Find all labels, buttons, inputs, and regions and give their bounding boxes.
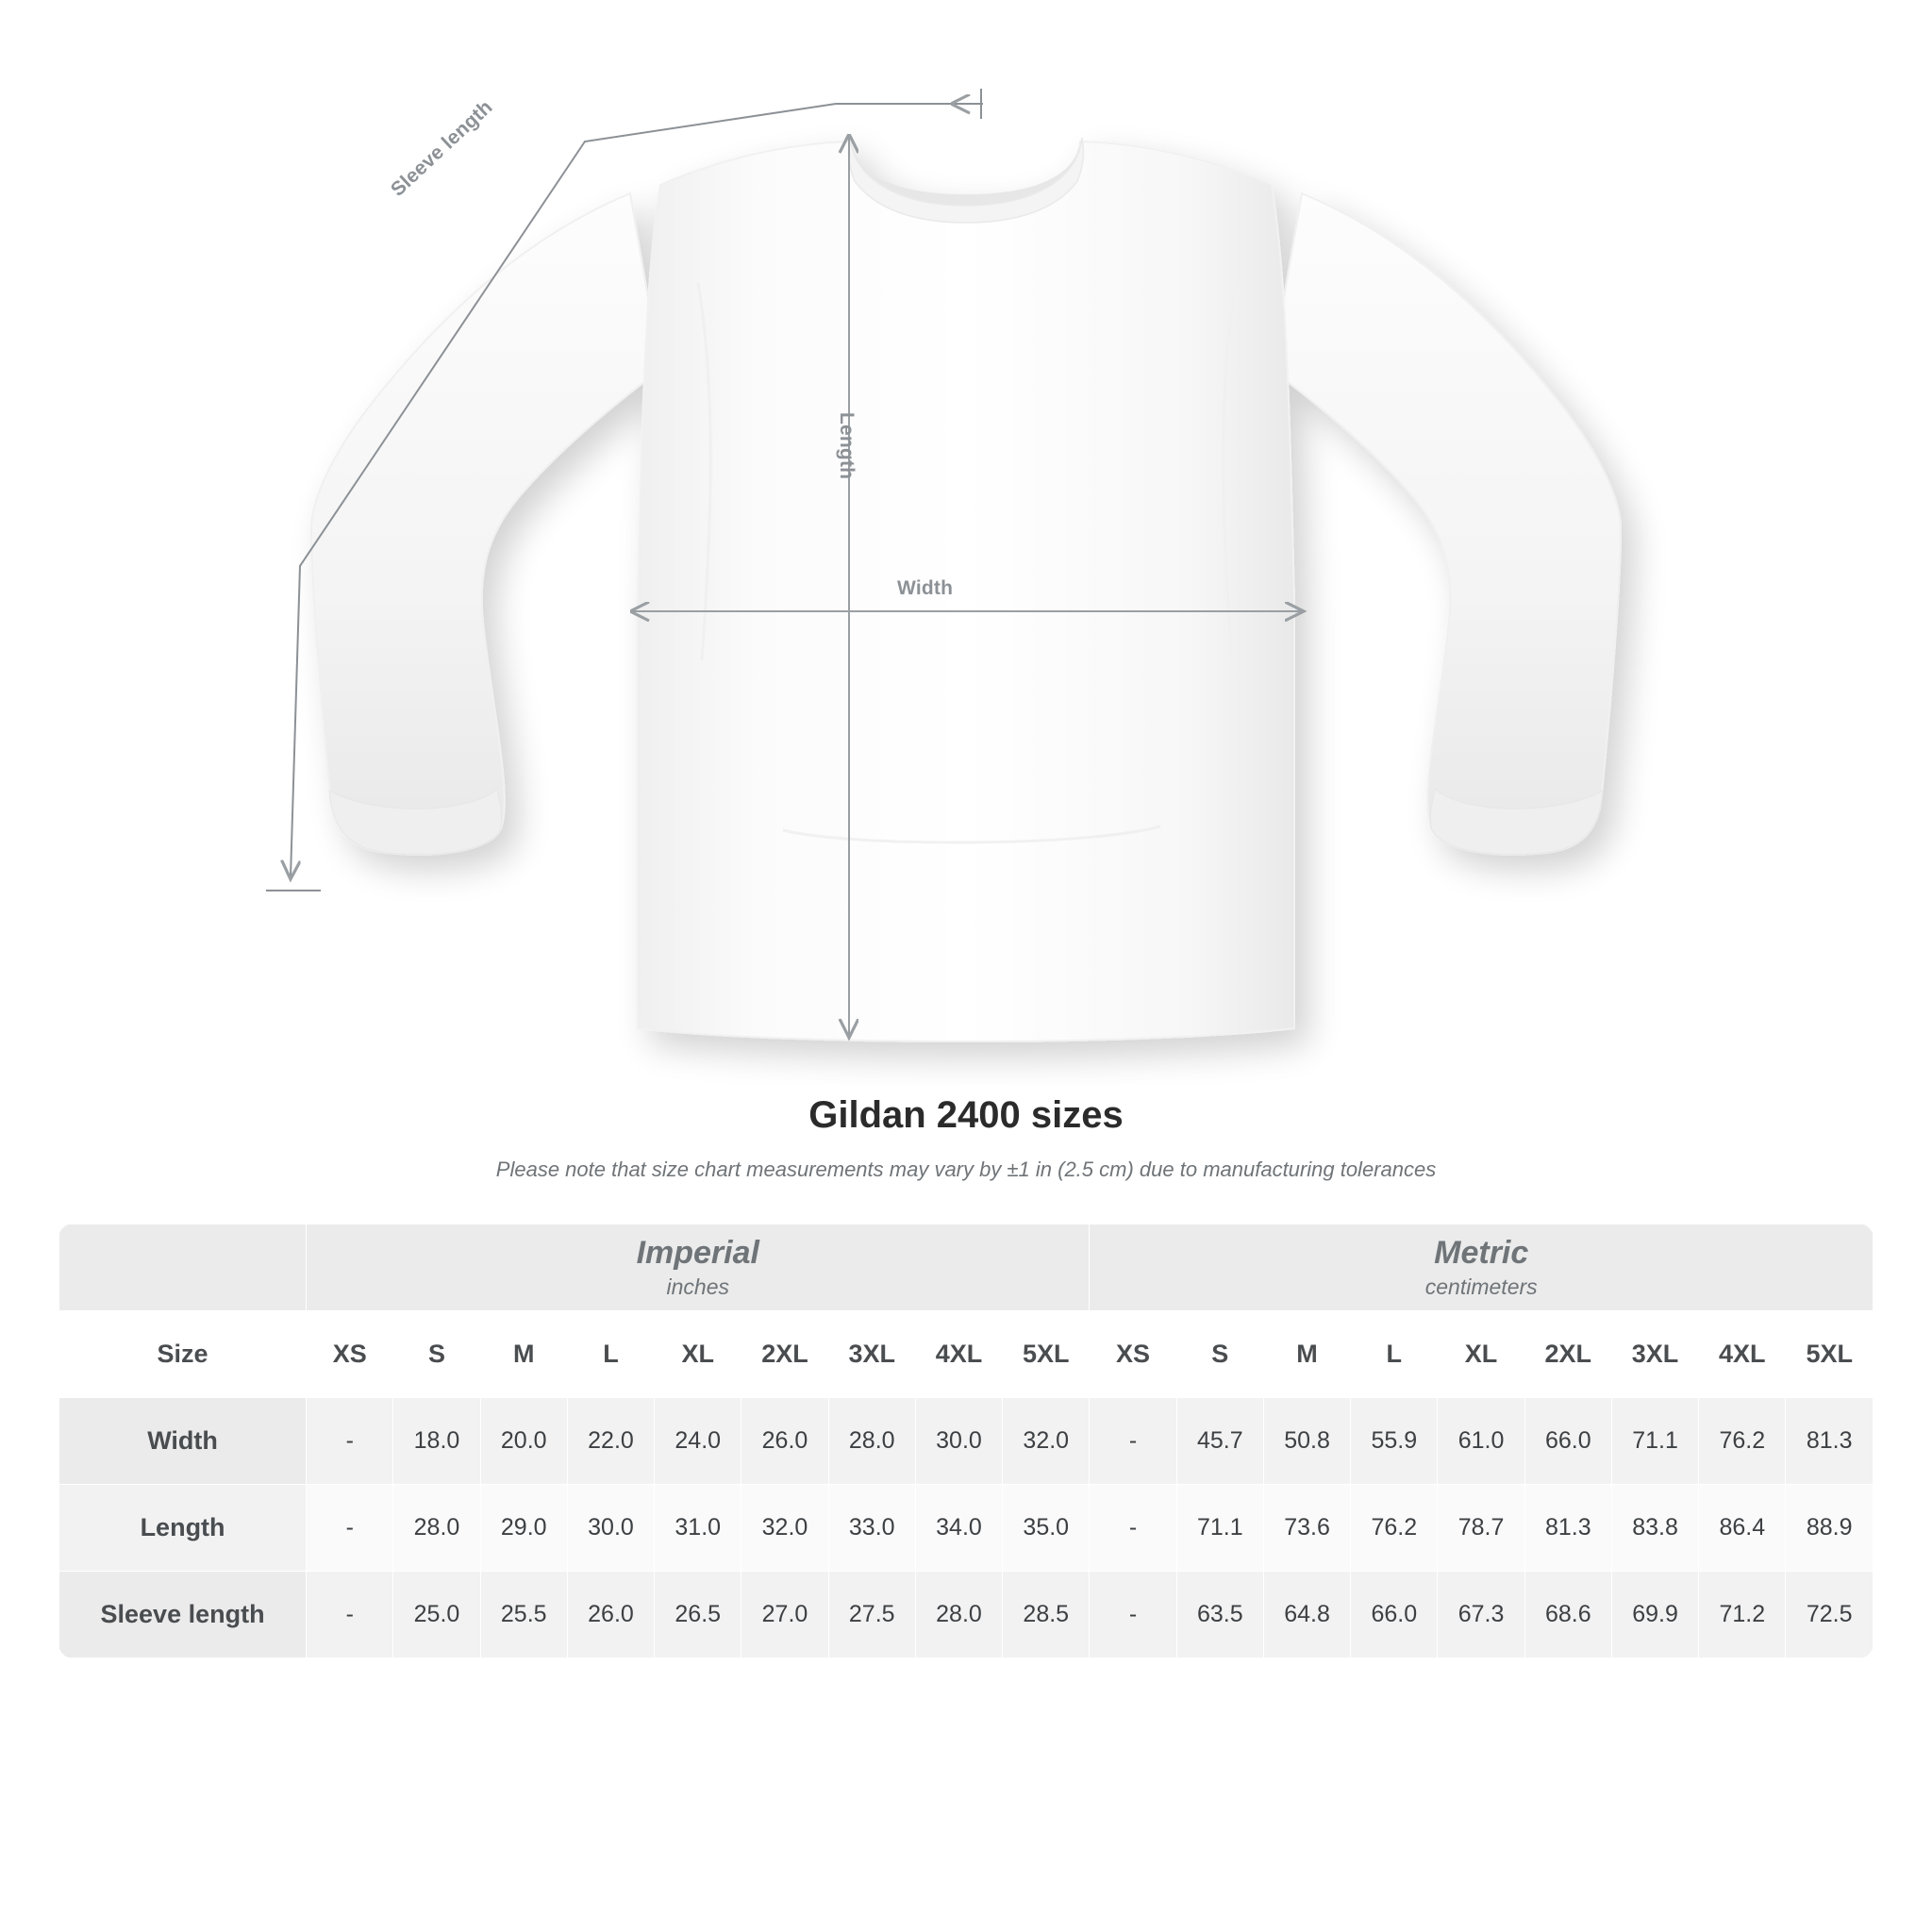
sleeve-length-dimension-label: Sleeve length xyxy=(387,95,497,201)
size-header-cell: Size xyxy=(59,1311,307,1398)
cell-sleeve-imperial-xs: - xyxy=(307,1572,393,1658)
cell-length-imperial-l: 30.0 xyxy=(567,1485,654,1572)
cell-sleeve-metric-2xl: 68.6 xyxy=(1524,1572,1611,1658)
cell-sleeve-imperial-5xl: 28.5 xyxy=(1003,1572,1090,1658)
cell-length-metric-xs: - xyxy=(1090,1485,1176,1572)
size-header-imperial-5xl: 5XL xyxy=(1003,1311,1090,1398)
shirt-shape xyxy=(311,138,1621,1041)
cell-sleeve-metric-5xl: 72.5 xyxy=(1786,1572,1874,1658)
cell-length-imperial-xs: - xyxy=(307,1485,393,1572)
size-header-row xyxy=(59,1311,1874,1398)
page-title: Gildan 2400 sizes xyxy=(808,1094,1124,1136)
cell-sleeve-metric-s: 63.5 xyxy=(1176,1572,1263,1658)
cell-length-imperial-2xl: 32.0 xyxy=(741,1485,828,1572)
cell-width-metric-3xl: 71.1 xyxy=(1611,1398,1698,1485)
cell-width-metric-4xl: 76.2 xyxy=(1699,1398,1786,1485)
cell-sleeve-metric-xl: 67.3 xyxy=(1438,1572,1524,1658)
tolerance-note: Please note that size chart measurements may vary by ±1 in (2.5 cm) due to manufacturing tolerances xyxy=(495,1158,1437,1181)
cell-width-metric-xl: 61.0 xyxy=(1438,1398,1524,1485)
cell-sleeve-imperial-m: 25.5 xyxy=(480,1572,567,1658)
metric-unit-header xyxy=(1090,1224,1874,1311)
unit-header-spacer xyxy=(59,1224,307,1311)
cell-length-imperial-5xl: 35.0 xyxy=(1003,1485,1090,1572)
size-header-metric-3xl: 3XL xyxy=(1611,1311,1698,1398)
cell-length-metric-l: 76.2 xyxy=(1351,1485,1438,1572)
cell-width-imperial-m: 20.0 xyxy=(480,1398,567,1485)
cell-sleeve-metric-3xl: 69.9 xyxy=(1611,1572,1698,1658)
cell-width-imperial-l: 22.0 xyxy=(567,1398,654,1485)
imperial-unit-sub: inches xyxy=(666,1274,729,1299)
unit-header-row xyxy=(59,1224,1874,1311)
cell-length-metric-xl: 78.7 xyxy=(1438,1485,1524,1572)
cell-width-metric-5xl: 81.3 xyxy=(1786,1398,1874,1485)
cell-length-imperial-s: 28.0 xyxy=(393,1485,480,1572)
title-block xyxy=(0,1094,1932,1182)
size-chart-table xyxy=(58,1224,1874,1658)
cell-width-metric-m: 50.8 xyxy=(1263,1398,1350,1485)
cell-width-metric-xs: - xyxy=(1090,1398,1176,1485)
size-header-imperial-m: M xyxy=(480,1311,567,1398)
cell-width-metric-2xl: 66.0 xyxy=(1524,1398,1611,1485)
cell-length-metric-m: 73.6 xyxy=(1263,1485,1350,1572)
length-dimension-label: Length xyxy=(836,412,858,480)
imperial-unit-header xyxy=(307,1224,1090,1311)
cell-width-imperial-3xl: 28.0 xyxy=(828,1398,915,1485)
cell-width-imperial-4xl: 30.0 xyxy=(915,1398,1002,1485)
cell-width-imperial-5xl: 32.0 xyxy=(1003,1398,1090,1485)
cell-sleeve-metric-xs: - xyxy=(1090,1572,1176,1658)
metric-unit-name: Metric xyxy=(1434,1235,1529,1272)
size-header-metric-2xl: 2XL xyxy=(1524,1311,1611,1398)
cell-length-imperial-xl: 31.0 xyxy=(655,1485,741,1572)
table-row xyxy=(59,1485,1874,1572)
cell-length-imperial-m: 29.0 xyxy=(480,1485,567,1572)
cell-width-imperial-2xl: 26.0 xyxy=(741,1398,828,1485)
size-header-imperial-xs: XS xyxy=(307,1311,393,1398)
size-header-metric-s: S xyxy=(1176,1311,1263,1398)
cell-width-imperial-s: 18.0 xyxy=(393,1398,480,1485)
cell-sleeve-metric-l: 66.0 xyxy=(1351,1572,1438,1658)
cell-sleeve-imperial-xl: 26.5 xyxy=(655,1572,741,1658)
row-label-width: Width xyxy=(59,1398,307,1485)
cell-length-metric-3xl: 83.8 xyxy=(1611,1485,1698,1572)
size-header-imperial-xl: XL xyxy=(655,1311,741,1398)
size-header-imperial-s: S xyxy=(393,1311,480,1398)
size-header-imperial-2xl: 2XL xyxy=(741,1311,828,1398)
cell-width-metric-s: 45.7 xyxy=(1176,1398,1263,1485)
size-header-metric-5xl: 5XL xyxy=(1786,1311,1874,1398)
cell-sleeve-imperial-s: 25.0 xyxy=(393,1572,480,1658)
size-header-metric-xl: XL xyxy=(1438,1311,1524,1398)
cell-sleeve-metric-m: 64.8 xyxy=(1263,1572,1350,1658)
metric-unit-sub: centimeters xyxy=(1424,1274,1538,1299)
cell-width-imperial-xs: - xyxy=(307,1398,393,1485)
cell-length-metric-s: 71.1 xyxy=(1176,1485,1263,1572)
cell-width-metric-l: 55.9 xyxy=(1351,1398,1438,1485)
cell-length-imperial-4xl: 34.0 xyxy=(915,1485,1002,1572)
width-dimension-label: Width xyxy=(897,577,954,599)
cell-width-imperial-xl: 24.0 xyxy=(655,1398,741,1485)
cell-length-metric-2xl: 81.3 xyxy=(1524,1485,1611,1572)
table-row xyxy=(59,1572,1874,1658)
cell-sleeve-imperial-2xl: 27.0 xyxy=(741,1572,828,1658)
cell-length-imperial-3xl: 33.0 xyxy=(828,1485,915,1572)
size-header-metric-4xl: 4XL xyxy=(1699,1311,1786,1398)
size-header-imperial-4xl: 4XL xyxy=(915,1311,1002,1398)
size-chart-table-wrapper xyxy=(58,1224,1874,1658)
size-header-imperial-l: L xyxy=(567,1311,654,1398)
size-header-imperial-3xl: 3XL xyxy=(828,1311,915,1398)
row-label-sleeve-length: Sleeve length xyxy=(59,1572,307,1658)
cell-sleeve-imperial-l: 26.0 xyxy=(567,1572,654,1658)
imperial-unit-name: Imperial xyxy=(636,1235,759,1272)
size-header-metric-l: L xyxy=(1351,1311,1438,1398)
size-header-metric-xs: XS xyxy=(1090,1311,1176,1398)
cell-sleeve-imperial-3xl: 27.5 xyxy=(828,1572,915,1658)
size-header-metric-m: M xyxy=(1263,1311,1350,1398)
row-label-length: Length xyxy=(59,1485,307,1572)
table-row xyxy=(59,1398,1874,1485)
cell-length-metric-4xl: 86.4 xyxy=(1699,1485,1786,1572)
cell-length-metric-5xl: 88.9 xyxy=(1786,1485,1874,1572)
cell-sleeve-imperial-4xl: 28.0 xyxy=(915,1572,1002,1658)
cell-sleeve-metric-4xl: 71.2 xyxy=(1699,1572,1786,1658)
